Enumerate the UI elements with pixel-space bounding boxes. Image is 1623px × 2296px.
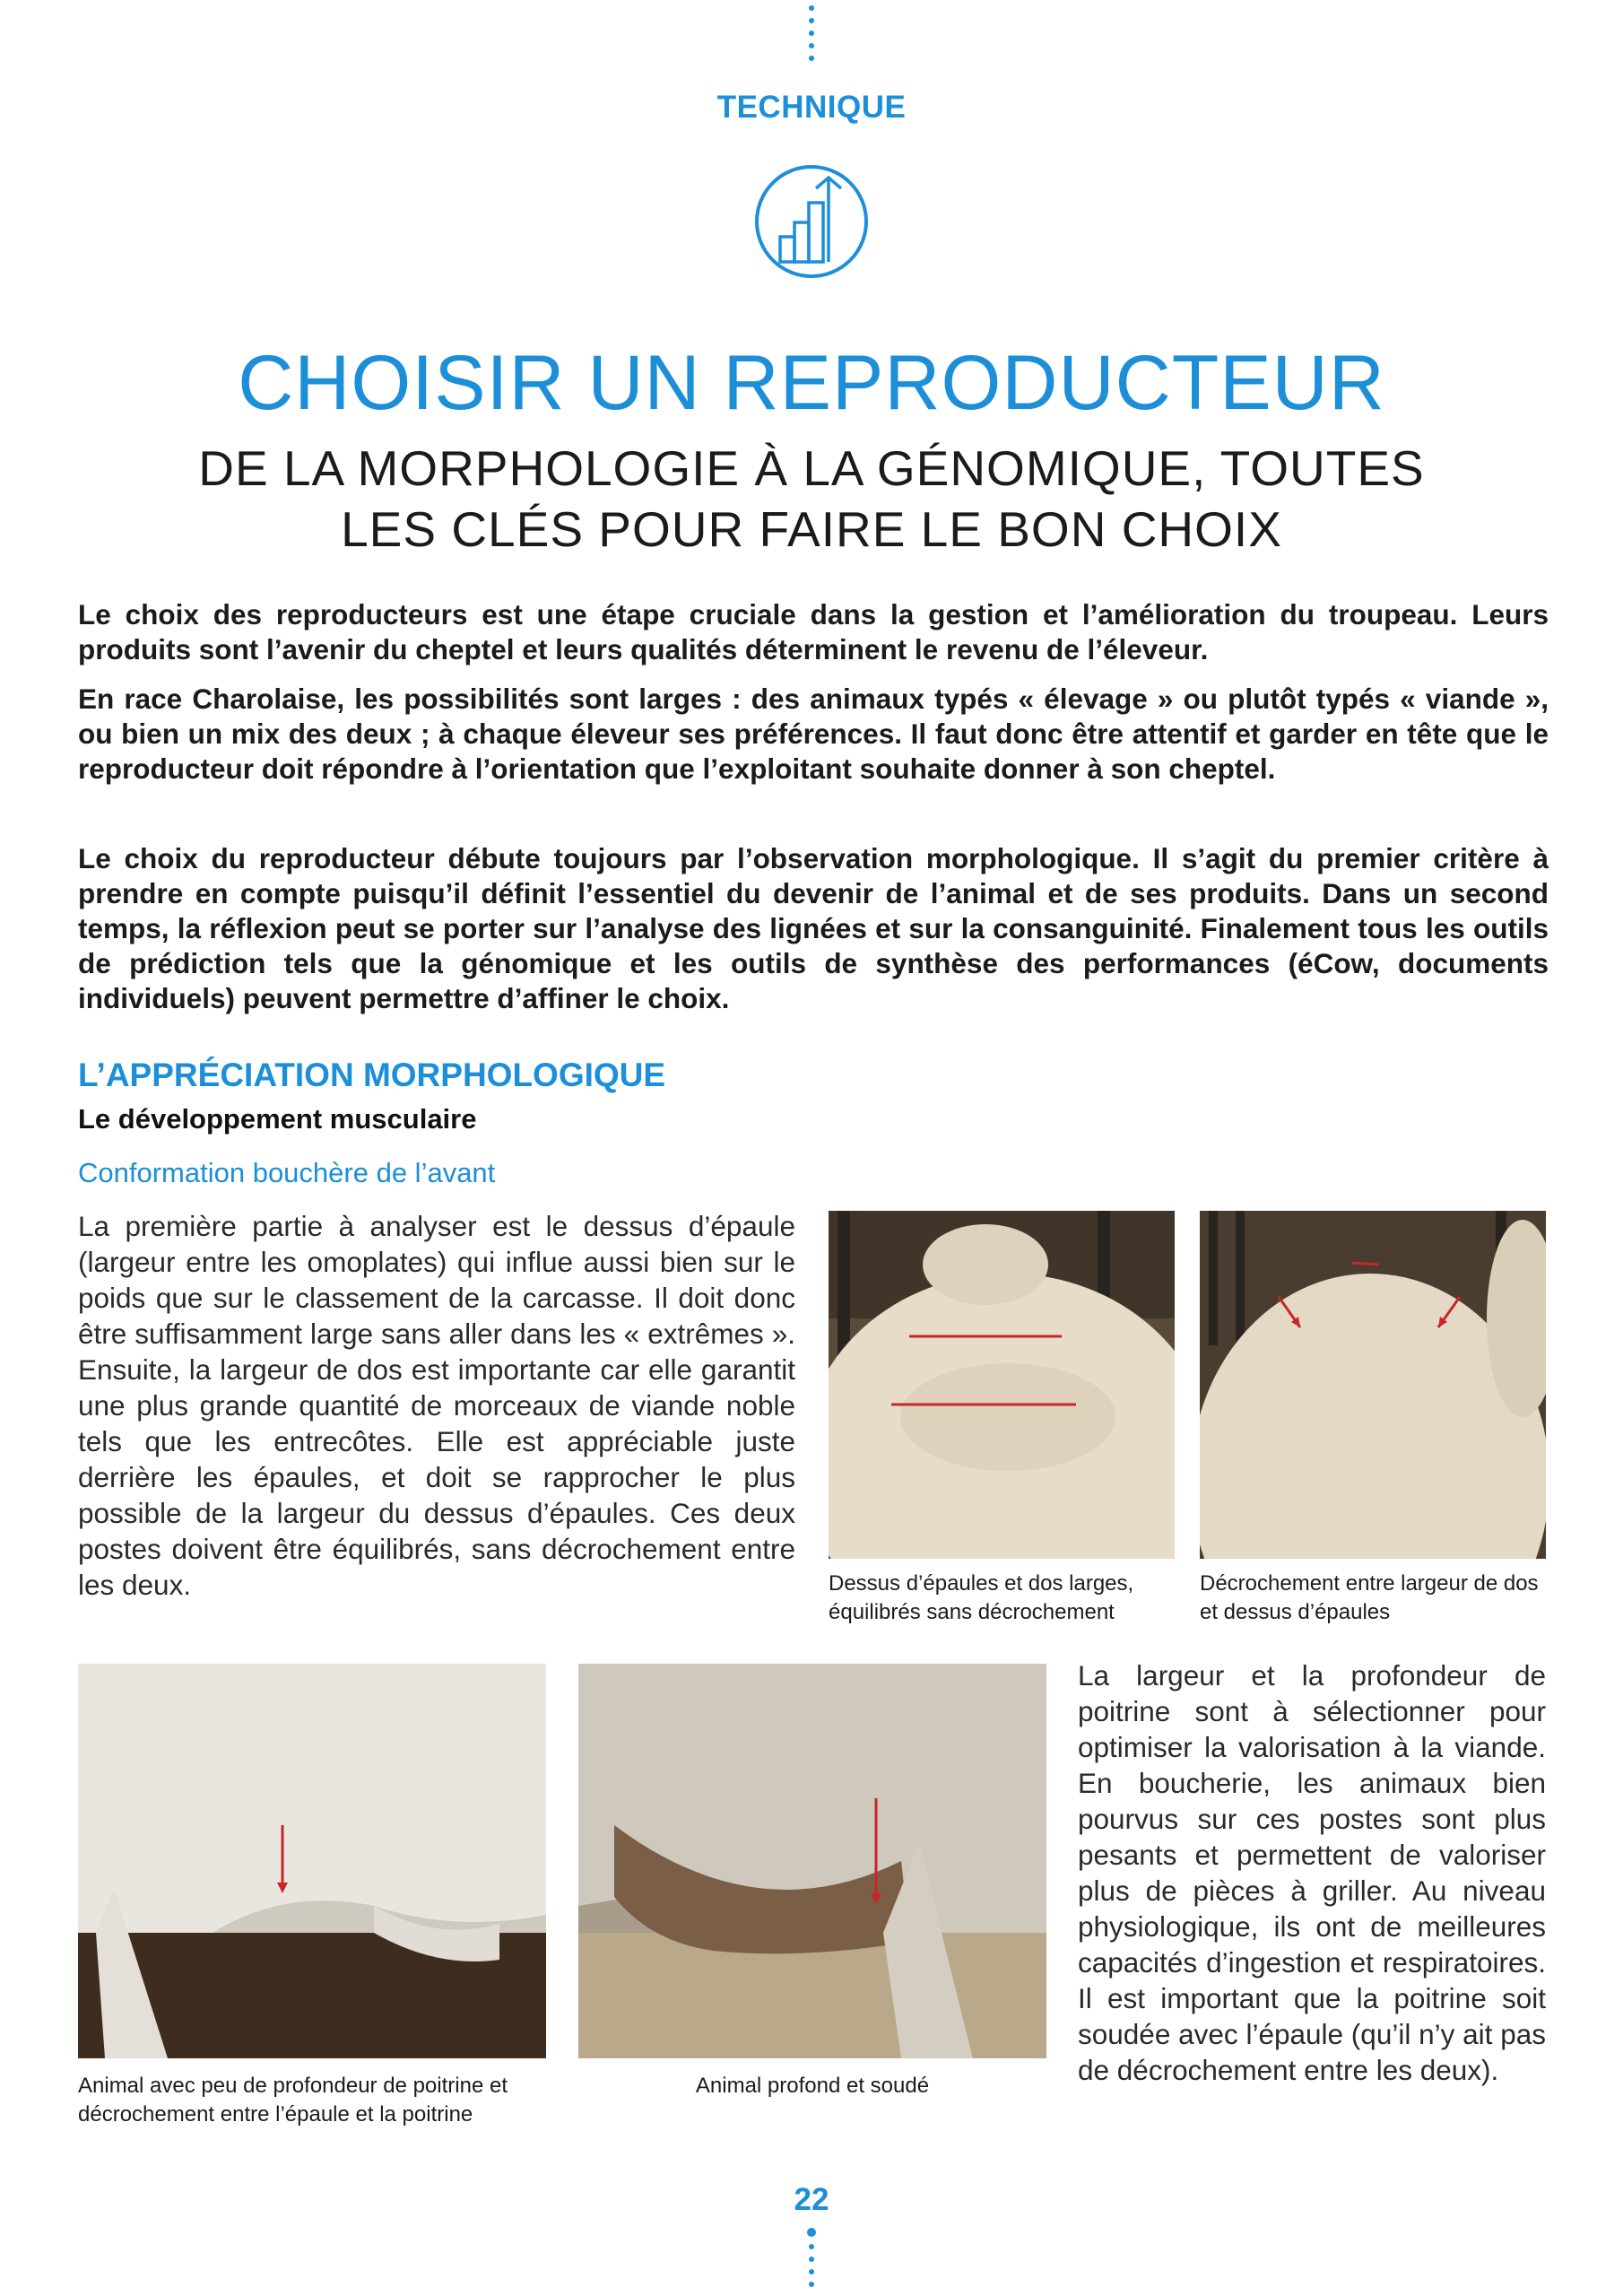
caption-photo-1: Dessus d’épaules et dos larges, équilibrés sans décrochement	[829, 1571, 1134, 1624]
body-paragraph-1: La première partie à analyser est le dessus d’épaule (largeur entre les omoplates) qui influe aussi bien sur le poids que sur le classement de la carcasse. Il doit donc être suffisamment large sans aller dans les « extrêmes ». Ensuite, la largeur de dos est importante car elle garantit une plus grande quantité de morceaux de viande noble tels que les entrecôtes. Elle est appréciable juste derrière les épaules, et doit se rapprocher le plus possible de la largeur du dessus d’épaules. Ces deux postes doivent être équilibrés, sans décrochement entre les deux.	[78, 1210, 795, 1601]
intro-paragraph-3: Le choix du reproducteur débute toujours par l’observation morphologique. Il s’agit du premier critère à prendre en compte puisqu’il définit l’essentiel du devenir de l’animal et de ses produits. Dans un second temps, la réflexion peut se porter sur l’analyse des lignées et sur la consanguinité. Finalement tous les outils de prédiction tels que la génomique et les outils de synthèse des performances (éCow, documents individuels) peuvent permettre d’affiner le choix.	[78, 842, 1549, 1014]
page-title: CHOISIR UN REPRODUCTEUR	[238, 340, 1385, 426]
top-dotted-line	[809, 5, 814, 68]
section-heading: L’APPRÉCIATION MORPHOLOGIQUE	[78, 1057, 666, 1093]
intro-paragraph-2: En race Charolaise, les possibilités sont larges : des animaux typés « élevage » ou plutôt typés « viande », ou bien un mix des deux ; à chaque éleveur ses préférences. Il faut donc être attentif et garder en tête que le reproducteur doit répondre à l’orientation que l’exploitant souhaite donner à son cheptel.	[78, 683, 1549, 785]
page-number: 22	[794, 2182, 829, 2217]
subsub-heading: Conformation bouchère de l’avant	[78, 1157, 496, 1188]
photo-wide-shoulders	[829, 1211, 1175, 1559]
growth-chart-icon	[753, 163, 870, 284]
subtitle-line-2: LES CLÉS POUR FAIRE LE BON CHOIX	[341, 501, 1282, 557]
body-paragraph-2: La largeur et la profondeur de poitrine sont à sélectionner pour optimiser la valorisation à la viande. En boucherie, les animaux bien pourvus sur ces postes sont plus pesants et permettent de valoriser plus de pièces à griller. Au niveau physiologique, ils ont de meilleures capacités d’ingestion et respiratoires. Il est important que la poitrine soit soudée avec l’épaule (qu’il n’y ait pas de décrochement entre les deux).	[1078, 1659, 1546, 2086]
photo-shallow-chest	[78, 1664, 546, 2058]
section-label: TECHNIQUE	[716, 90, 907, 125]
photo-deep-chest	[578, 1664, 1046, 2058]
sub-heading: Le développement musculaire	[78, 1103, 477, 1135]
bottom-dotted-line	[809, 2228, 814, 2294]
intro-paragraph-1: Le choix des reproducteurs est une étape cruciale dans la gestion et l’amélioration du troupeau. Leurs produits sont l’avenir du cheptel et leurs qualités déterminent le revenu de l’éleveur.	[78, 598, 1549, 665]
photo-shoulder-gap	[1200, 1211, 1546, 1559]
caption-photo-4: Animal profond et soudé	[695, 2074, 930, 2098]
caption-photo-2: Décrochement entre largeur de dos et dessus d’épaules	[1200, 1571, 1539, 1624]
caption-photo-3: Animal avec peu de profondeur de poitrine et décrochement entre l’épaule et la poitrine	[78, 2074, 508, 2126]
subtitle-line-1: DE LA MORPHOLOGIE À LA GÉNOMIQUE, TOUTES	[198, 440, 1425, 496]
